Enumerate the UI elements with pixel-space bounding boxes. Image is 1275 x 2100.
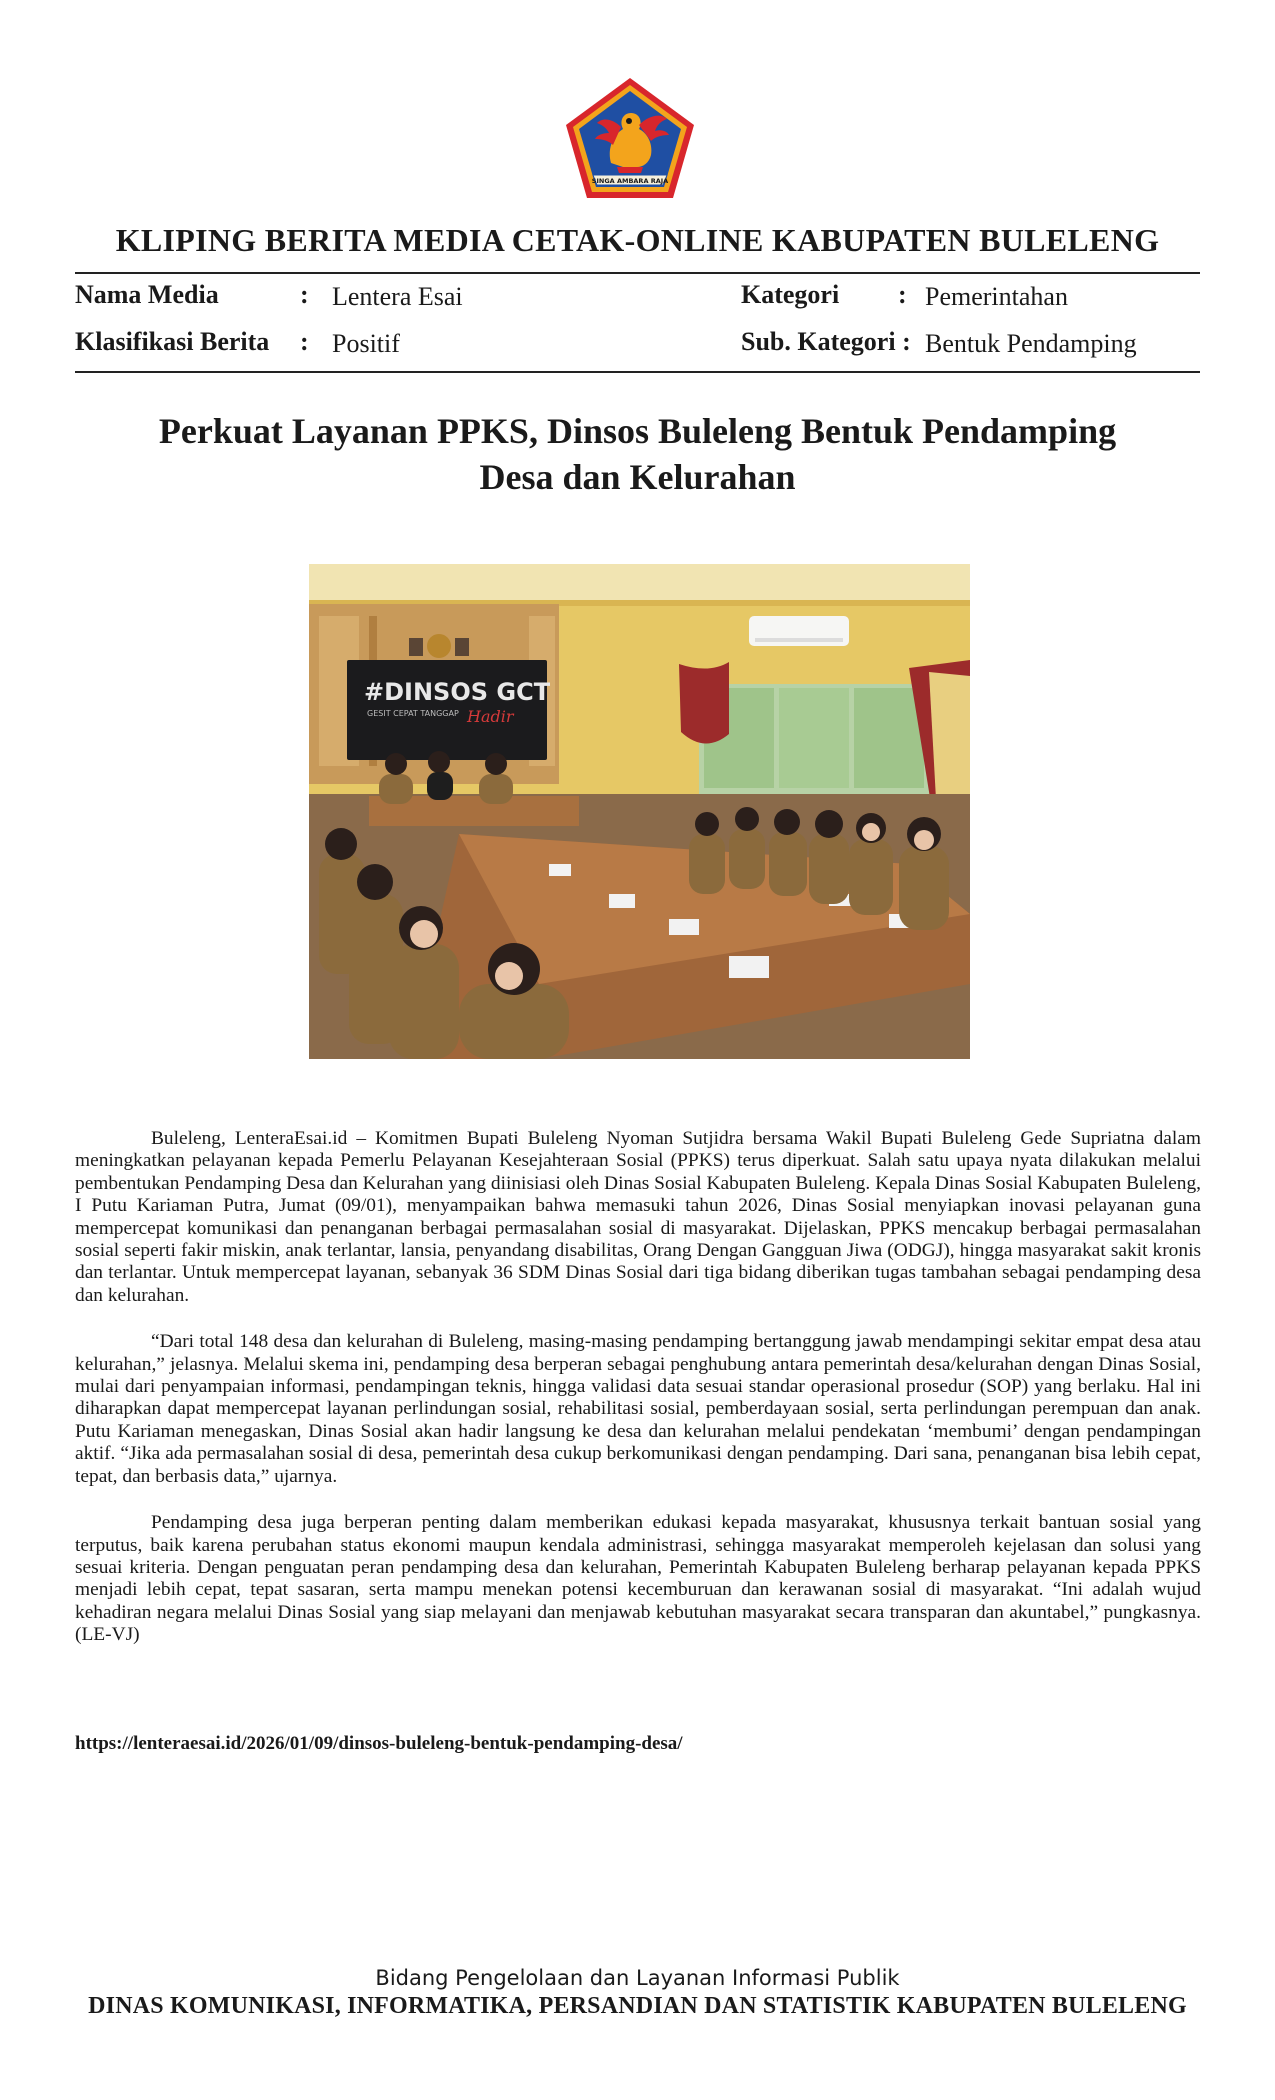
- headline-line-1: Perkuat Layanan PPKS, Dinsos Buleleng Bentuk Pendamping: [158, 411, 1117, 451]
- category-colon: :: [898, 280, 907, 309]
- photo-banner-script: Hadir: [467, 707, 514, 726]
- news-classification-colon: :: [300, 327, 309, 356]
- subcategory-label: Sub. Kategori :: [741, 327, 911, 356]
- media-name-label: Nama Media: [75, 280, 219, 309]
- photo-banner-subtext: GESIT CEPAT TANGGAP: [367, 709, 459, 718]
- subcategory-value: Bentuk Pendamping: [925, 329, 1137, 358]
- article-paragraph-3: Pendamping desa juga berperan penting dalam memberikan edukasi kepada masyarakat, khususnya terkait bantuan sosial yang terputus, baik karena perubahan status ekonomi maupun kendala administrasi, sehingga masyarakat memperoleh kejelasan dan solusi yang sesuai kriteria. Dengan penguatan peran pendamping desa dan kelurahan, Pemerintah Kabupaten Buleleng berharap pelayanan kepada PPKS menjadi lebih cepat, tepat sasaran, serta mampu menekan potensi kecemburuan dan kerawanan sosial di masyarakat. “Ini adalah wujud kehadiran negara melalui Dinas Sosial yang siap melayani dan menjawab kebutuhan masyarakat secara transparan dan akuntabel,” pungkasnya. (LE-VJ): [75, 1512, 1201, 1646]
- article-photo: [309, 564, 970, 1059]
- media-name-colon: :: [300, 280, 309, 309]
- category-value: Pemerintahan: [925, 282, 1068, 311]
- buleleng-regency-logo: [563, 75, 697, 201]
- header-divider-bottom: [75, 371, 1200, 373]
- logo-motto-text: SINGA AMBARA RAJA: [591, 177, 669, 185]
- source-url-link[interactable]: https://lenteraesai.id/2026/01/09/dinsos-buleleng-bentuk-pendamping-desa/: [75, 1733, 683, 1754]
- article-paragraph-1: Buleleng, LenteraEsai.id – Komitmen Bupati Buleleng Nyoman Sutjidra bersama Wakil Bupati Buleleng Gede Supriatna dalam meningkatkan pelayanan kepada Pemerlu Pelayanan Kesejahteraan Sosial (PPKS) terus diperkuat. Salah satu upaya nyata dilakukan melalui pembentukan Pendamping Desa dan Kelurahan yang diinisiasi oleh Dinas Sosial Kabupaten Buleleng. Kepala Dinas Sosial Kabupaten Buleleng, I Putu Kariaman Putra, Jumat (09/01), menyampaikan bahwa memasuki tahun 2026, Dinas Sosial menyiapkan inovasi pelayanan guna mempercepat komunikasi dan penanganan berbagai permasalahan sosial di masyarakat. Dijelaskan, PPKS mencakup berbagai permasalahan sosial seperti fakir miskin, anak terlantar, lansia, penyandang disabilitas, Orang Dengan Gangguan Jiwa (ODGJ), hingga masyarakat sakit kronis dan terlantar. Untuk mempercepat layanan, sebanyak 36 SDM Dinas Sosial dari tiga bidang diberikan tugas tambahan sebagai pendamping desa dan kelurahan.: [75, 1128, 1201, 1306]
- document-title: KLIPING BERITA MEDIA CETAK-ONLINE KABUPATEN BULELENG: [115, 222, 1160, 258]
- article-paragraph-2: “Dari total 148 desa dan kelurahan di Buleleng, masing-masing pendamping bertanggung jawab mendampingi sekitar empat desa atau kelurahan,” jelasnya. Melalui skema ini, pendamping desa berperan sebagai penghubung antara pemerintah desa/kelurahan dengan Dinas Sosial, mulai dari penyampaian informasi, pendampingan teknis, hingga validasi data sesuai standar operasional prosedur (SOP) yang berlaku. Hal ini diharapkan dapat mempercepat layanan perlindungan sosial, rehabilitasi sosial, pemberdayaan sosial, serta perlindungan perempuan dan anak. Putu Kariaman menegaskan, Dinas Sosial akan hadir langsung ke desa dan kelurahan melalui pendekatan ‘membumi’ dengan pendampingan aktif. “Jika ada permasalahan sosial di desa, pemerintah desa cukup berkomunikasi dengan pendamping. Dari sana, penanganan bisa lebih cepat, tepat, dan berbasis data,” ujarnya.: [75, 1331, 1201, 1487]
- photo-banner-text: #DINSOS GCT: [364, 678, 551, 706]
- article-body: [75, 1128, 1201, 1671]
- media-name-value: Lentera Esai: [332, 282, 463, 311]
- footer-department: Bidang Pengelolaan dan Layanan Informasi Publik: [375, 1966, 900, 1990]
- header-divider-top: [75, 272, 1200, 274]
- news-classification-value: Positif: [332, 329, 400, 358]
- article-headline: [100, 408, 1175, 500]
- headline-line-2: Desa dan Kelurahan: [479, 457, 796, 497]
- category-label: Kategori: [741, 280, 840, 309]
- news-classification-label: Klasifikasi Berita: [75, 327, 270, 356]
- footer-agency: DINAS KOMUNIKASI, INFORMATIKA, PERSANDIAN DAN STATISTIK KABUPATEN BULELENG: [88, 1993, 1187, 2019]
